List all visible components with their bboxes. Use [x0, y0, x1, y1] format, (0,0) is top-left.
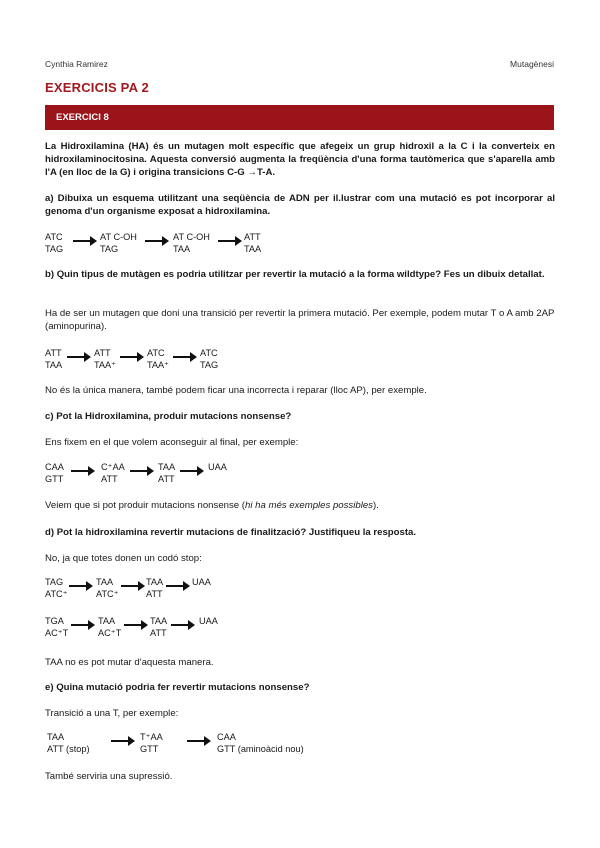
note-b: No és la única manera, també podem ficar una incorrecta i reparar (lloc AP), per exemple. — [45, 385, 427, 396]
note-c-italic: hi ha més exemples possibles — [244, 500, 373, 511]
scheme-word: TAA — [173, 244, 191, 254]
note-c — [45, 499, 555, 512]
arrow-icon — [71, 620, 95, 630]
scheme-word: UAA — [208, 462, 227, 472]
scheme-word: GTT (aminoàcid nou) — [217, 744, 304, 754]
arrow-icon — [73, 236, 97, 246]
header-subject: Mutagènesi — [510, 59, 554, 69]
note-c-start: Veiem que si pot produir mutacions nonsense ( — [45, 500, 245, 511]
scheme-word: TAG — [200, 360, 219, 370]
scheme-word: ATT — [146, 589, 163, 599]
scheme-word: ATT — [94, 348, 111, 358]
scheme-word: TAA — [45, 360, 63, 370]
arrow-icon — [111, 736, 135, 746]
question-e: e) Quina mutació podria fer revertir mutacions nonsense? — [45, 682, 310, 693]
note-c-end: ). — [372, 500, 379, 511]
arrow-icon — [130, 466, 154, 476]
question-d: d) Pot la hidroxilamina revertir mutacions de finalització? Justifiqueu la resposta. — [45, 527, 417, 538]
scheme-word: ATC⁺ — [45, 589, 68, 599]
scheme-word: TAA — [158, 462, 176, 472]
arrow-icon — [166, 581, 190, 591]
header-author: Cynthia Ramirez — [45, 59, 108, 69]
scheme-word: TAA — [96, 577, 114, 587]
arrow-icon — [124, 620, 148, 630]
arrow-icon — [180, 466, 204, 476]
question-a: a) Dibuixa un esquema utilitzant una seqüència de ADN per il.lustrar com una mutació es pot incorporar al genoma d'un organisme exposat a hidroxilamina. — [45, 193, 555, 217]
scheme-word: TAA — [47, 732, 65, 742]
arrow-icon — [187, 736, 211, 746]
scheme-word: TAA — [150, 616, 168, 626]
scheme-word: ATT — [158, 474, 175, 484]
scheme-word: TAG — [45, 577, 64, 587]
scheme-word: UAA — [199, 616, 218, 626]
scheme-word: GTT — [45, 474, 64, 484]
scheme-word: ATC — [45, 232, 63, 242]
scheme-word: TAA⁺ — [147, 360, 170, 370]
scheme-word: GTT — [140, 744, 159, 754]
scheme-word: ATT — [244, 232, 261, 242]
answer-c: Ens fixem en el que volem aconseguir al final, per exemple: — [45, 437, 299, 448]
arrow-icon — [173, 352, 197, 362]
section-bar-label: EXERCICI 8 — [56, 112, 109, 123]
arrow-icon — [121, 581, 145, 591]
scheme-word: UAA — [192, 577, 211, 587]
scheme-word: AC⁺T — [98, 628, 122, 638]
scheme-word: CAA — [45, 462, 64, 472]
scheme-word: T⁺AA — [140, 732, 163, 742]
arrow-icon — [71, 466, 95, 476]
scheme-word: TAA — [98, 616, 116, 626]
intro-paragraph: La Hidroxilamina (HA) és un mutagen molt específic que afegeix un grup hidroxil a la C i la converteix en hidroxilaminocitosina. Aquesta conversió augmenta la freqüència d'una forma tautòmerica que s'aparella amb l'A (en lloc de la G) i origina transicions C-G →T-A. — [45, 141, 555, 178]
scheme-word: ATT — [150, 628, 167, 638]
scheme-word: TGA — [45, 616, 64, 626]
scheme-word: ATT — [101, 474, 118, 484]
note-d: TAA no es pot mutar d'aquesta manera. — [45, 657, 214, 668]
scheme-word: ATC — [200, 348, 218, 358]
arrow-icon — [171, 620, 195, 630]
scheme-word: AC⁺T — [45, 628, 69, 638]
arrow-icon — [145, 236, 169, 246]
answer-e: Transició a una T, per exemple: — [45, 708, 179, 719]
scheme-word: TAG — [45, 244, 64, 254]
arrow-icon — [120, 352, 144, 362]
scheme-word: TAA⁺ — [94, 360, 117, 370]
question-b: b) Quin tipus de mutàgen es podria utilitzar per revertir la mutació a la forma wildtype? Fes un dibuix detallat. — [45, 269, 545, 280]
scheme-word: TAA — [146, 577, 164, 587]
note-e: També serviria una supressió. — [45, 771, 173, 782]
arrow-icon — [218, 236, 242, 246]
scheme-word: AT C-OH — [173, 232, 210, 242]
answer-b: Ha de ser un mutagen que doni una transició per revertir la primera mutació. Per exemple, podem mutar T o A amb 2AP (aminopurina). — [45, 308, 555, 332]
scheme-word: TAG — [100, 244, 119, 254]
scheme-word: CAA — [217, 732, 236, 742]
question-c: c) Pot la Hidroxilamina, produir mutacions nonsense? — [45, 411, 292, 422]
scheme-word: AT C-OH — [100, 232, 137, 242]
scheme-word: ATT (stop) — [47, 744, 90, 754]
answer-d: No, ja que totes donen un codó stop: — [45, 553, 202, 564]
scheme-word: ATC⁺ — [96, 589, 119, 599]
arrow-icon — [67, 352, 91, 362]
scheme-word: ATT — [45, 348, 62, 358]
scheme-word: ATC — [147, 348, 165, 358]
document-title: EXERCICIS PA 2 — [45, 80, 149, 95]
arrow-icon — [69, 581, 93, 591]
scheme-word: TAA — [244, 244, 262, 254]
section-bar — [45, 105, 554, 130]
scheme-word: C⁺AA — [101, 462, 125, 472]
